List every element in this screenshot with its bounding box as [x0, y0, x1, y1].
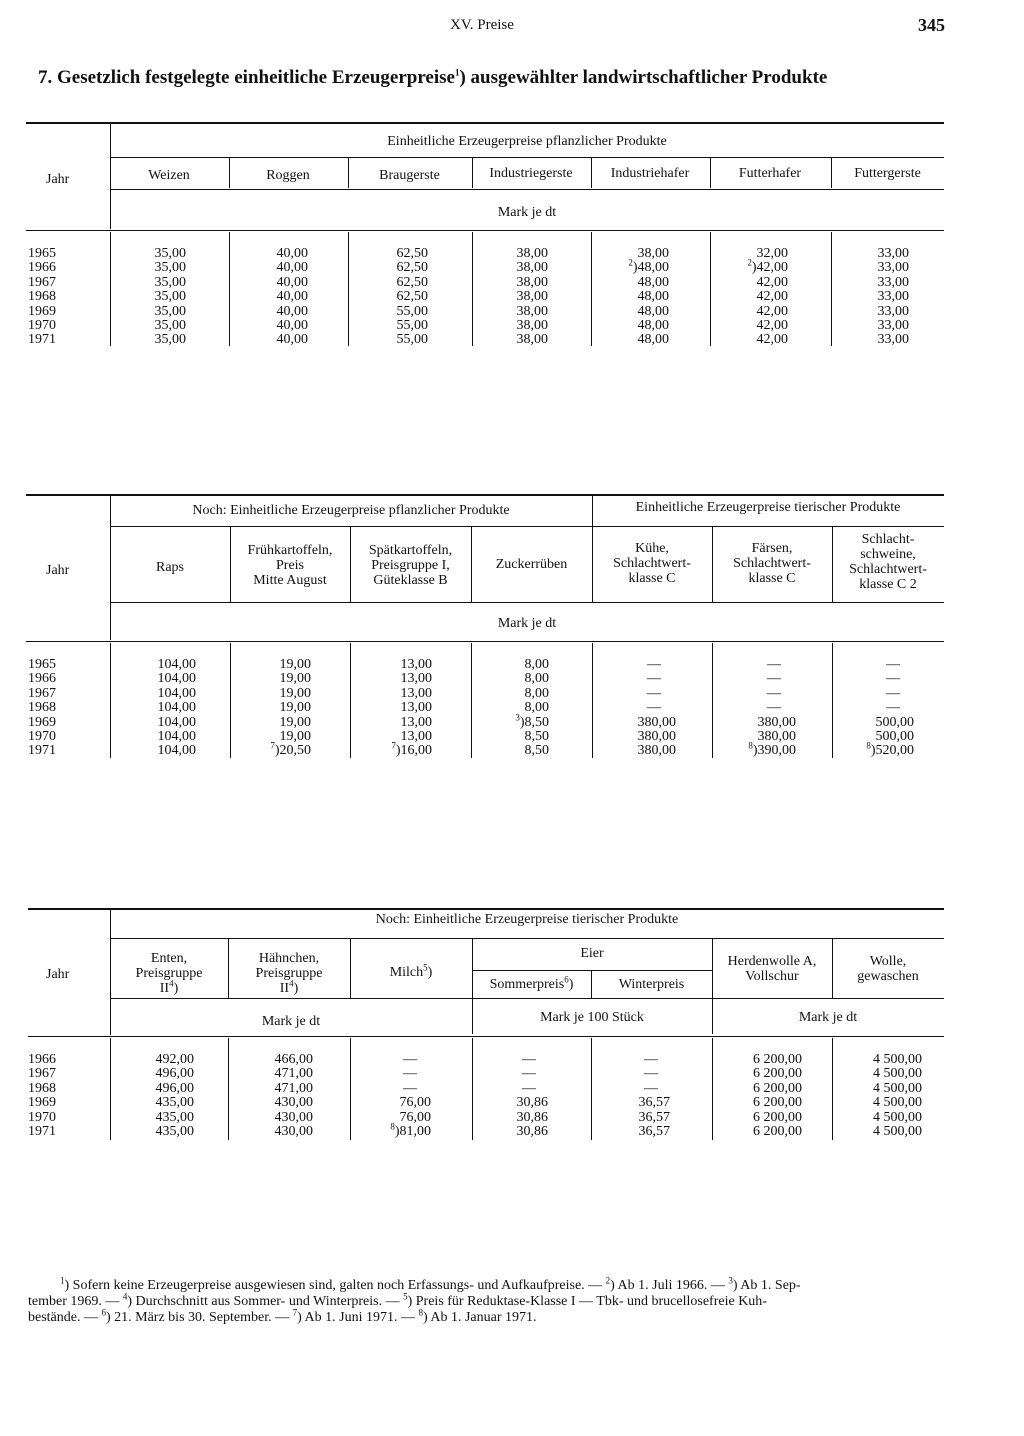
t2-fn-zucker: 3	[515, 711, 520, 722]
t2-years: 1965 1966 1967 1968 1969 1970 1971	[28, 657, 56, 759]
t2-fn-frueh: 7	[270, 740, 275, 751]
t3-winter-values: — — — 36,57 36,57 36,57	[638, 1052, 670, 1140]
t1-industriehafer-values: 38,00 $^2$)48,00 48,00 48,00 48,00 48,00 48,00	[628, 246, 669, 348]
t2-frueh-values: 19,00 19,00 19,00 19,00 19,00 19,00 $^7$)20,50	[270, 657, 311, 759]
t2-schweine-values: — — — — 500,00 500,00 $^8$)520,00	[866, 657, 914, 759]
t1-futtergerste-values: 33,00 33,00 33,00 33,00 33,00 33,00 33,00	[877, 246, 909, 348]
t3-col-herdenwolle: Herdenwolle A, Vollschur	[727, 954, 817, 984]
t1-col-roggen: Roggen	[266, 168, 310, 183]
t1-braugerste-values: 62,50 62,50 62,50 62,50 55,00 55,00 55,00	[396, 246, 428, 348]
t2-zucker-values: 8,00 8,00 8,00 8,00 $^3$)8,50 8,50 8,50	[515, 657, 549, 759]
t2-jahr-header: Jahr	[46, 563, 70, 578]
t3-col-eier: Eier	[580, 946, 604, 961]
t2-col-spaetkartoffeln: Spätkartoffeln, Preisgruppe I, Güteklasse B	[368, 543, 453, 588]
t2-fn-schweine: 8	[866, 740, 871, 751]
t2-col-fruehkartoffeln: Frühkartoffeln, Preis Mitte August	[247, 543, 333, 588]
t1-col-braugerste: Braugerste	[379, 168, 440, 183]
t2-raps-values: 104,00 104,00 104,00 104,00 104,00 104,00 104,00	[157, 657, 196, 759]
footnotes: $^1$) Sofern keine Erzeugerpreise ausgewiesen sind, galten noch Erfassungs- und Aufkaufpreise. — $^2$) Ab 1. Juli 1966. — $^3$) Ab 1. Sep- tember 1969. — $^4$) Durchschnitt aus Sommer- und Winterpreis. — $^5$) Preis für Reduktase-Klasse I — Tbk- und brucellosefreie Kuh- bestände. — $^6$) 21. März bis 30. September. — $^7$) Ab 1. Juni 1971. — $^8$) Ab 1. Januar 1971.	[28, 1275, 801, 1325]
t2-col-faersen: Färsen, Schlachtwert- klasse C	[733, 541, 811, 586]
t3-col-wolle: Wolle, gewaschen	[857, 954, 919, 984]
t1-group-header: Einheitliche Erzeugerpreise pflanzlicher Produkte	[387, 134, 667, 149]
t1-roggen-values: 40,00 40,00 40,00 40,00 40,00 40,00 40,00	[276, 246, 308, 348]
t3-jahr-header: Jahr	[46, 967, 70, 982]
section-header: XV. Preise	[450, 17, 514, 33]
t1-jahr-header: Jahr	[46, 172, 70, 187]
t3-fn-milch: 8	[390, 1121, 395, 1132]
t3-col-milch: Milch$^5$)	[389, 962, 433, 980]
t1-industriegerste-values: 38,00 38,00 38,00 38,00 38,00 38,00 38,00	[516, 246, 548, 348]
t2-col-zuckerrueben: Zuckerrüben	[495, 557, 568, 572]
t1-col-industriehafer: Industriehafer	[610, 166, 690, 181]
t1-fn-industriehafer: 2	[628, 257, 633, 268]
t2-col-kuehe: Kühe, Schlachtwert- klasse C	[613, 541, 691, 586]
t2-unit: Mark je dt	[497, 616, 557, 631]
t3-col-winterpreis: Winterpreis	[618, 977, 685, 992]
t3-years: 1966 1967 1968 1969 1970 1971	[28, 1052, 56, 1140]
t3-wolle-values: 4 500,00 4 500,00 4 500,00 4 500,00 4 500,00 4 500,00	[873, 1052, 922, 1140]
t2-group-left: Noch: Einheitliche Erzeugerpreise pflanzlicher Produkte	[192, 503, 510, 518]
t2-fn-spaet: 7	[391, 740, 396, 751]
t2-group-right: Einheitliche Erzeugerpreise tierischer Produkte	[635, 500, 901, 515]
t3-group-header: Noch: Einheitliche Erzeugerpreise tierischer Produkte	[375, 912, 679, 927]
t3-sommer-values: — — — 30,86 30,86 30,86	[516, 1052, 548, 1140]
t1-weizen-values: 35,00 35,00 35,00 35,00 35,00 35,00 35,00	[154, 246, 186, 348]
t2-fn-faersen: 8	[748, 740, 753, 751]
t3-unit-c: Mark je dt	[798, 1010, 858, 1025]
t2-spaet-values: 13,00 13,00 13,00 13,00 13,00 13,00 $^7$)16,00	[391, 657, 432, 759]
t1-unit: Mark je dt	[497, 205, 557, 220]
t1-col-futtergerste: Futtergerste	[854, 166, 921, 181]
t2-col-schlachtschweine: Schlacht- schweine, Schlachtwert- klasse C 2	[849, 532, 927, 592]
t2-col-raps: Raps	[156, 560, 184, 575]
t1-col-weizen: Weizen	[148, 168, 190, 183]
t1-col-industriegerste: Industriegerste	[489, 166, 573, 181]
t3-col-enten: Enten, Preisgruppe $II^4$)	[135, 951, 203, 996]
t3-herdenwolle-values: 6 200,00 6 200,00 6 200,00 6 200,00 6 200,00 6 200,00	[753, 1052, 802, 1140]
t2-kuehe-values: — — — — 380,00 380,00 380,00	[637, 657, 676, 759]
t2-faersen-values: — — — — 380,00 380,00 $^8$)390,00	[748, 657, 796, 759]
t1-futterhafer-values: 32,00 $^2$)42,00 42,00 42,00 42,00 42,00 42,00	[747, 246, 788, 348]
t1-fn-futterhafer: 2	[747, 257, 752, 268]
t3-unit-b: Mark je 100 Stück	[540, 1010, 644, 1025]
t3-unit-a: Mark je dt	[261, 1014, 321, 1029]
t3-col-sommerpreis: Sommerpreis$^6$)	[489, 974, 574, 992]
page-title: 7. Gesetzlich festgelegte einheitliche Erzeugerpreise$^1$) ausgewählter landwirtschaftlicher Produkte	[38, 67, 828, 88]
t3-milch-values: — — — 76,00 76,00 $^8$)81,00	[390, 1052, 431, 1140]
t3-haehnchen-values: 466,00 471,00 471,00 430,00 430,00 430,00	[274, 1052, 313, 1140]
t3-col-haehnchen: Hähnchen, Preisgruppe $II^4$)	[255, 951, 323, 996]
t1-years: 1965 1966 1967 1968 1969 1970 1971	[28, 246, 56, 348]
page-number: 345	[918, 15, 945, 35]
t3-enten-values: 492,00 496,00 496,00 435,00 435,00 435,00	[155, 1052, 194, 1140]
t1-col-futterhafer: Futterhafer	[738, 166, 802, 181]
